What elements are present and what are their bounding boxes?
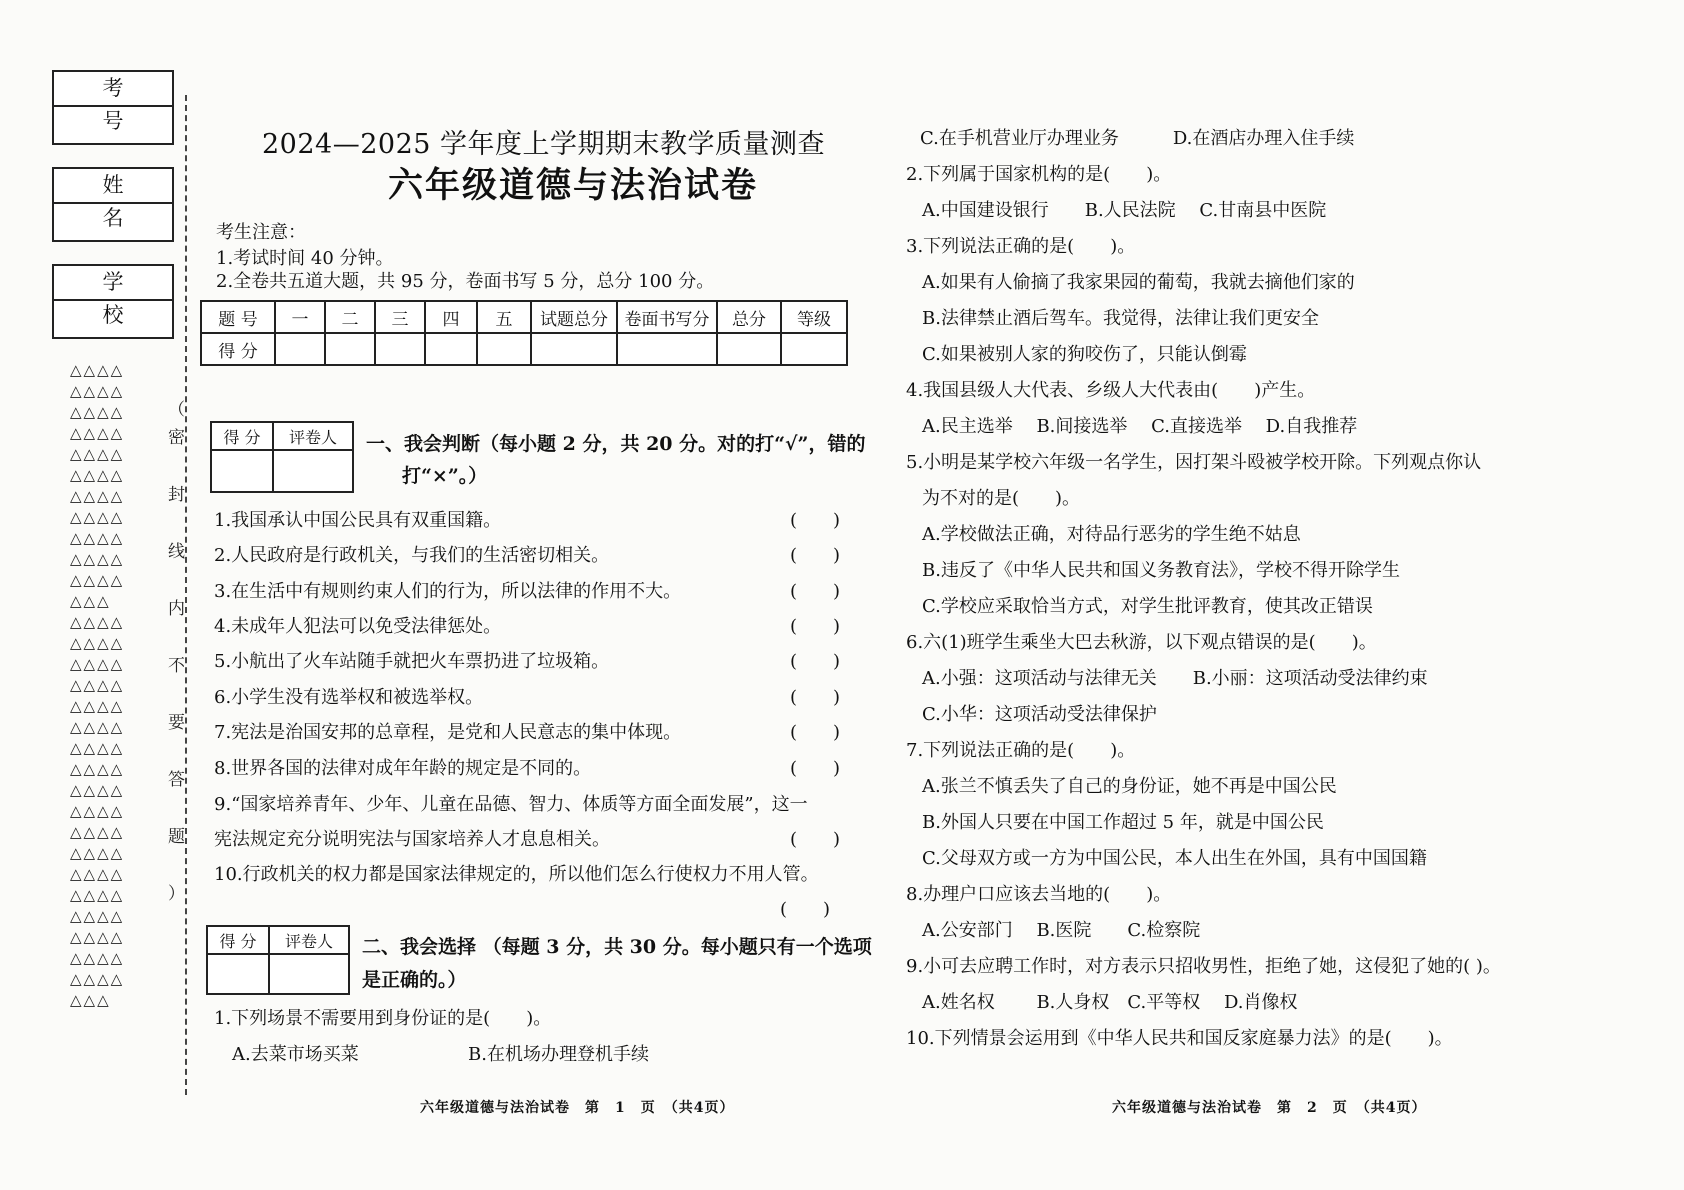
triangle-row: △△△△ bbox=[70, 739, 125, 757]
choice-option: A.公安部门 B.医院 C.检察院 bbox=[922, 920, 1201, 941]
choice-option: B.在机场办理登机手续 bbox=[468, 1044, 649, 1065]
score-cell[interactable] bbox=[477, 333, 531, 365]
judge-question: 9.“国家培养青年、少年、儿童在品德、智力、体质等方面全面发展”，这一 bbox=[214, 794, 808, 815]
seal-char: 题 bbox=[168, 827, 185, 847]
choice-option: C.学校应采取恰当方式，对学生批评教育，使其改正错误 bbox=[922, 596, 1373, 617]
seal-char: 密 bbox=[168, 428, 185, 448]
choice-option: A.张兰不慎丢失了自己的身份证，她不再是中国公民 bbox=[922, 776, 1337, 797]
seal-char: 要 bbox=[168, 713, 185, 733]
exam-number-box[interactable] bbox=[52, 70, 174, 145]
grade-box-score-cell[interactable] bbox=[207, 954, 269, 994]
answer-blank[interactable]: ( ) bbox=[790, 651, 841, 672]
triangle-row: △△△△ bbox=[70, 613, 125, 631]
score-table-header: 五 bbox=[477, 301, 531, 333]
judge-question: 6.小学生没有选举权和被选举权。 bbox=[214, 687, 484, 708]
triangle-decoration-column bbox=[70, 360, 150, 1011]
score-table-header: 一 bbox=[275, 301, 325, 333]
choice-option: A.小强：这项活动与法律无关 B.小丽：这项活动受法律约束 bbox=[922, 668, 1428, 689]
triangle-row: △△△△ bbox=[70, 508, 125, 526]
triangle-row: △△△△ bbox=[70, 655, 125, 673]
section1-heading-cont: 打“×”。） bbox=[402, 465, 488, 487]
triangle-row: △△△△ bbox=[70, 529, 125, 547]
grade-box-grader-cell[interactable] bbox=[269, 954, 349, 994]
score-table-header: 试题总分 bbox=[531, 301, 617, 333]
choice-question: 7.下列说法正确的是( )。 bbox=[906, 740, 1136, 761]
judge-question: 4.未成年人犯法可以免受法律惩处。 bbox=[214, 616, 502, 637]
answer-blank[interactable]: ( ) bbox=[790, 758, 841, 779]
choice-question: 2.下列属于国家机构的是( )。 bbox=[906, 164, 1172, 185]
seal-char: 不 bbox=[168, 656, 185, 676]
answer-blank[interactable]: ( ) bbox=[790, 581, 841, 602]
triangle-row: △△△△ bbox=[70, 676, 125, 694]
choice-option: C.如果被别人家的狗咬伤了，只能认倒霉 bbox=[922, 344, 1247, 365]
grade-box-grader-label: 评卷人 bbox=[273, 422, 353, 450]
section1-grade-box bbox=[210, 421, 354, 493]
choice-option: A.去菜市场买菜 bbox=[232, 1044, 359, 1065]
score-table-header: 总分 bbox=[717, 301, 781, 333]
triangle-row: △△△△ bbox=[70, 844, 125, 862]
triangle-row: △△△△ bbox=[70, 970, 125, 988]
choice-question: 10.下列情景会运用到《中华人民共和国反家庭暴力法》的是( )。 bbox=[906, 1028, 1453, 1049]
seal-char: 内 bbox=[168, 599, 185, 619]
seal-char: 封 bbox=[168, 485, 185, 505]
triangle-row: △△△△ bbox=[70, 886, 125, 904]
choice-question: 4.我国县级人大代表、乡级人大代表由( )产生。 bbox=[906, 380, 1316, 401]
choice-option: C.在手机营业厅办理业务 D.在酒店办理入住手续 bbox=[920, 128, 1355, 149]
choice-option: B.法律禁止酒后驾车。我觉得，法律让我们更安全 bbox=[922, 308, 1319, 329]
triangle-row: △△△△ bbox=[70, 697, 125, 715]
answer-blank[interactable]: ( ) bbox=[790, 829, 841, 850]
choice-option: C.父母双方或一方为中国公民，本人出生在外国，具有中国国籍 bbox=[922, 848, 1427, 869]
grade-box-score-cell[interactable] bbox=[211, 450, 273, 492]
choice-option: A.学校做法正确，对待品行恶劣的学生绝不姑息 bbox=[922, 524, 1301, 545]
choice-option: C.小华：这项活动受法律保护 bbox=[922, 704, 1157, 725]
grade-box-score-label: 得 分 bbox=[207, 926, 269, 954]
score-table-header: 三 bbox=[375, 301, 425, 333]
answer-blank[interactable]: ( ) bbox=[790, 510, 841, 531]
choice-question: 6.六(1)班学生乘坐大巴去秋游，以下观点错误的是( )。 bbox=[906, 632, 1377, 653]
judge-question: 宪法规定充分说明宪法与国家培养人才息息相关。 bbox=[214, 829, 610, 850]
triangle-row: △△△△ bbox=[70, 823, 125, 841]
school-box[interactable] bbox=[52, 264, 174, 339]
score-cell[interactable] bbox=[617, 333, 717, 365]
triangle-row: △△△ bbox=[70, 991, 111, 1009]
notice-heading: 考生注意： bbox=[216, 222, 306, 243]
judge-question: 10.行政机关的权力都是国家法律规定的，所以他们怎么行使权力不用人管。 bbox=[214, 864, 819, 885]
choice-question: 9.小可去应聘工作时，对方表示只招收男性，拒绝了她，这侵犯了她的( )。 bbox=[906, 956, 1501, 977]
answer-blank[interactable]: ( ) bbox=[790, 722, 841, 743]
grade-box-grader-label: 评卷人 bbox=[269, 926, 349, 954]
page1-footer: 六年级道德与法治试卷 第 1 页 （共4页） bbox=[420, 1100, 735, 1116]
triangle-row: △△△△ bbox=[70, 571, 125, 589]
score-table-header: 二 bbox=[325, 301, 375, 333]
notice-item: 2.全卷共五道大题，共 95 分，卷面书写 5 分，总分 100 分。 bbox=[216, 271, 715, 292]
score-cell[interactable] bbox=[425, 333, 477, 365]
triangle-row: △△△△ bbox=[70, 865, 125, 883]
seal-char: 线 bbox=[168, 542, 185, 562]
score-cell[interactable] bbox=[717, 333, 781, 365]
answer-blank[interactable]: ( ) bbox=[790, 687, 841, 708]
choice-option: B.外国人只要在中国工作超过 5 年，就是中国公民 bbox=[922, 812, 1324, 833]
judge-question: 1.我国承认中国公民具有双重国籍。 bbox=[214, 510, 502, 531]
triangle-row: △△△△ bbox=[70, 466, 125, 484]
choice-question: 8.办理户口应该去当地的( )。 bbox=[906, 884, 1172, 905]
grade-box-score-label: 得 分 bbox=[211, 422, 273, 450]
triangle-row: △△△△ bbox=[70, 487, 125, 505]
section2-heading-cont: 是正确的。） bbox=[362, 969, 467, 991]
triangle-row: △△△△ bbox=[70, 550, 125, 568]
judge-question: 7.宪法是治国安邦的总章程，是党和人民意志的集中体现。 bbox=[214, 722, 682, 743]
answer-blank[interactable]: ( ) bbox=[780, 899, 831, 920]
choice-option: 为不对的是( )。 bbox=[922, 488, 1081, 509]
triangle-row: △△△△ bbox=[70, 445, 125, 463]
judge-question: 3.在生活中有规则约束人们的行为，所以法律的作用不大。 bbox=[214, 581, 682, 602]
triangle-row: △△△△ bbox=[70, 634, 125, 652]
choice-option: A.如果有人偷摘了我家果园的葡萄，我就去摘他们家的 bbox=[922, 272, 1355, 293]
name-label: 姓名 bbox=[54, 169, 172, 204]
triangle-row: △△△△ bbox=[70, 382, 125, 400]
notice-item: 1.考试时间 40 分钟。 bbox=[216, 248, 394, 269]
section2-heading: 二、我会选择 （每题 3 分，共 30 分。每小题只有一个选项 bbox=[362, 936, 872, 958]
choice-option: B.违反了《中华人民共和国义务教育法》，学校不得开除学生 bbox=[922, 560, 1400, 581]
triangle-row: △△△△ bbox=[70, 361, 125, 379]
answer-blank[interactable]: ( ) bbox=[790, 616, 841, 637]
choice-question: 5.小明是某学校六年级一名学生，因打架斗殴被学校开除。下列观点你认 bbox=[906, 452, 1482, 473]
judge-question: 8.世界各国的法律对成年年龄的规定是不同的。 bbox=[214, 758, 592, 779]
answer-blank[interactable]: ( ) bbox=[790, 545, 841, 566]
triangle-row: △△△△ bbox=[70, 907, 125, 925]
exam-title-subject: 六年级道德与法治试卷 bbox=[388, 165, 759, 206]
triangle-row: △△△△ bbox=[70, 403, 125, 421]
school-label: 学校 bbox=[54, 266, 172, 301]
choice-option: A.中国建设银行 B.人民法院 C.甘南县中医院 bbox=[922, 200, 1327, 221]
triangle-row: △△△△ bbox=[70, 718, 125, 736]
triangle-row: △△△△ bbox=[70, 928, 125, 946]
triangle-row: △△△△ bbox=[70, 949, 125, 967]
score-cell[interactable] bbox=[531, 333, 617, 365]
grade-box-grader-cell[interactable] bbox=[273, 450, 353, 492]
triangle-row: △△△△ bbox=[70, 424, 125, 442]
score-table-header: 题 号 bbox=[201, 301, 275, 333]
triangle-row: △△△△ bbox=[70, 760, 125, 778]
seal-char: 答 bbox=[168, 770, 185, 790]
seal-char: ） bbox=[168, 884, 185, 904]
score-cell[interactable] bbox=[781, 333, 847, 365]
seal-char: （ bbox=[168, 400, 185, 420]
judge-question: 5.小航出了火车站随手就把火车票扔进了垃圾箱。 bbox=[214, 651, 610, 672]
score-cell[interactable] bbox=[325, 333, 375, 365]
seal-line-text bbox=[168, 400, 188, 912]
triangle-row: △△△△ bbox=[70, 802, 125, 820]
choice-option: A.民主选举 B.间接选举 C.直接选举 D.自我推荐 bbox=[922, 416, 1358, 437]
judge-question: 2.人民政府是行政机关，与我们的生活密切相关。 bbox=[214, 545, 610, 566]
score-table bbox=[200, 300, 848, 366]
choice-option: A.姓名权 B.人身权 C.平等权 D.肖像权 bbox=[922, 992, 1298, 1013]
section1-heading: 一、我会判断（每小题 2 分，共 20 分。对的打“√”，错的 bbox=[366, 433, 866, 455]
triangle-row: △△△ bbox=[70, 592, 111, 610]
score-table-header: 卷面书写分 bbox=[617, 301, 717, 333]
score-cell[interactable] bbox=[275, 333, 325, 365]
choice-question: 3.下列说法正确的是( )。 bbox=[906, 236, 1136, 257]
score-table-header: 四 bbox=[425, 301, 477, 333]
score-table-header: 等级 bbox=[781, 301, 847, 333]
name-box[interactable] bbox=[52, 167, 174, 242]
exam-number-label: 考号 bbox=[54, 72, 172, 107]
section2-grade-box bbox=[206, 925, 350, 995]
choice-question: 1.下列场景不需要用到身份证的是( )。 bbox=[214, 1008, 552, 1029]
score-cell[interactable] bbox=[375, 333, 425, 365]
exam-title-year: 2024—2025 学年度上学期期末教学质量测查 bbox=[262, 129, 826, 160]
triangle-row: △△△△ bbox=[70, 781, 125, 799]
score-table-row-label: 得 分 bbox=[201, 333, 275, 365]
page2-footer: 六年级道德与法治试卷 第 2 页 （共4页） bbox=[1112, 1100, 1427, 1116]
